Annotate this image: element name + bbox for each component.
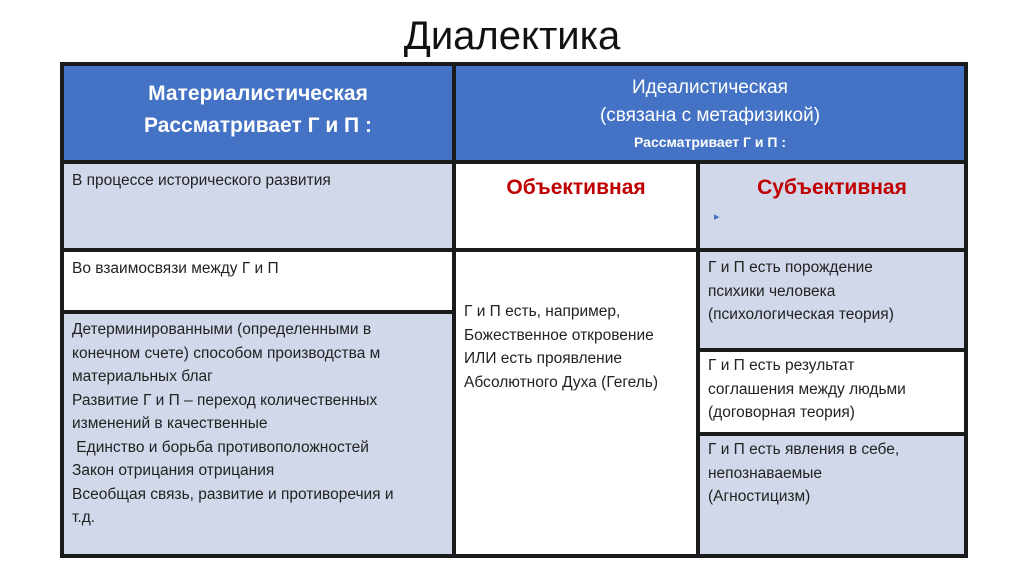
dialectics-table — [60, 62, 968, 558]
left-text-line: Закон отрицания отрицания — [72, 462, 275, 479]
left-row-determined — [64, 314, 452, 554]
left-text-line: Всеобщая связь, развитие и противоречия и — [72, 485, 394, 503]
bullet-icon: ▸ — [714, 211, 720, 223]
subjective-text-line: (договорная теория) — [708, 404, 855, 421]
header-materialist-subtitle: Рассматривает Г и П : — [144, 114, 372, 137]
left-text-line: т.д. — [72, 509, 96, 526]
subjective-text-line: (психологическая теория) — [708, 306, 894, 323]
subjective-text-line: психики человека — [708, 282, 836, 300]
left-text-line: материальных благ — [72, 368, 213, 385]
subjective-item-agnosticism — [700, 436, 964, 554]
subjective-text-line: (Агностицизм) — [708, 488, 811, 505]
objective-heading-cell — [456, 164, 696, 248]
left-text-line: конечном счете) способом производства м — [72, 344, 381, 362]
slide-title: Диалектика — [403, 14, 621, 58]
left-row-interconnection-text: Во взаимосвязи между Г и П — [72, 260, 279, 277]
header-materialist-title: Материалистическая — [148, 82, 368, 105]
objective-text-cell — [456, 252, 696, 554]
header-idealist — [456, 66, 964, 160]
subjective-text-line: Г и П есть явления в себе, — [708, 441, 900, 458]
subjective-item-contract — [700, 352, 964, 432]
objective-heading: Объективная — [506, 176, 646, 199]
objective-text-line: Абсолютного Духа (Гегель) — [464, 373, 659, 391]
objective-text-line: Божественное откровение — [464, 326, 654, 344]
left-text-line: Единство и борьба противоположностей — [72, 438, 369, 456]
subjective-text-line: непознаваемые — [708, 464, 823, 482]
subjective-item-psychological — [700, 252, 964, 348]
subjective-text-line: соглашения между людьми — [708, 380, 906, 398]
left-text-line: Детерминированными (определенными в — [72, 321, 372, 338]
left-row-historical — [64, 164, 452, 248]
left-text-line: изменений в качественные — [72, 415, 268, 432]
subjective-text-line: Г и П есть результат — [708, 357, 855, 374]
header-materialist — [64, 66, 452, 160]
subjective-heading-cell — [700, 164, 964, 248]
subjective-text-line: Г и П есть порождение — [708, 259, 873, 276]
subjective-heading: Субъективная — [757, 176, 907, 199]
objective-text-line: ИЛИ есть проявление — [464, 350, 623, 367]
header-idealist-note: (связана с метафизикой) — [599, 105, 821, 126]
left-row-interconnection — [64, 252, 452, 310]
header-idealist-subtitle: Рассматривает Г и П : — [634, 134, 786, 150]
left-row-historical-text: В процессе исторического развития — [72, 172, 331, 189]
objective-text-line: Г и П есть, например, — [464, 303, 621, 320]
header-idealist-title: Идеалистическая — [632, 77, 788, 98]
left-text-line: Развитие Г и П – переход количественных — [72, 391, 378, 409]
